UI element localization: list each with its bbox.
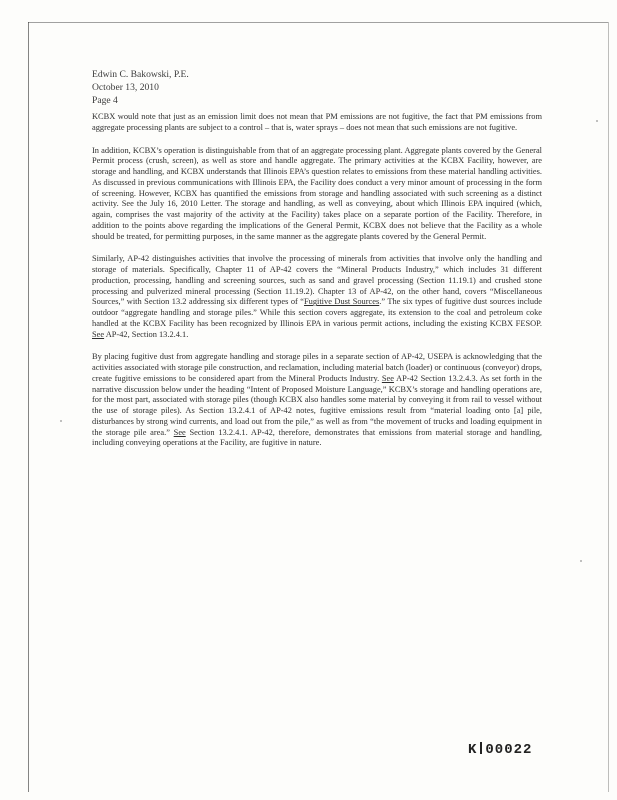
bates-stamp — [468, 742, 532, 758]
paragraph-4-text-c: Section 13.2.4.1. AP-42, therefore, demonstrates that emissions from material storage and handling, including conveying operations at the Facility, are fugitive in nature. — [92, 427, 542, 448]
paragraph-3 — [92, 254, 542, 340]
paragraph-4 — [92, 352, 542, 449]
bates-bar — [480, 742, 482, 754]
paragraph-1: KCBX would note that just as an emission limit does not mean that PM emissions are not fugitive, the fact that PM emissions from aggregate processing plants are subject to a control – that is, water sprays – does not mean that such emissions are not fugitive. — [92, 112, 542, 132]
recipient-name: Edwin C. Bakowski, P.E. — [92, 69, 189, 80]
paragraph-4-text-a: By placing fugitive dust from aggregate handling and storage piles in a separate section of AP-42, USEPA is acknowledging that the activities associated with storage pile construction, and reclamation, including material batch (loader) or continuous (conveyor) drops, create fugitive emissions to be considered apart from the Mineral Products Industry. — [92, 352, 542, 383]
fugitive-dust-sources-underlined: Fugitive Dust Sources — [304, 297, 380, 307]
see-citation: See — [381, 373, 394, 383]
paragraph-2: In addition, KCBX’s operation is distinguishable from that of an aggregate processing plant. Aggregate plants covered by the General Permit process (crush, screen), as well as store and handle aggregate. The primary activities at the KCBX Facility, however, are storage and handling, and KCBX understands that Illinois EPA’s question relates to emissions from these material handling activities. As discussed in previous communications with Illinois EPA, the Facility does conduct a very minor amount of processing in the form of screening. However, KCBX has quantified the emissions from storage and handling associated with such screening as a distinct activity. See the July 16, 2010 Letter. The storage and handling, as well as conveying, about which Illinois EPA inquired (which, again, comprises the vast majority of the activity at the Facility) takes place on a separate portion of the Facility. Therefore, in addition to the points above regarding the implications of the General Permit, KCBX does not believe that the Facility as a whole should be treated, for permitting purposes, in the same manner as the aggregate plants covered by the General Permit. — [92, 145, 542, 241]
scan-edge-left — [28, 22, 29, 792]
scan-edge-right — [608, 22, 609, 792]
see-citation: See — [173, 427, 186, 437]
paragraph-4-text-b: AP-42 Section 13.2.4.3. As set forth in the narrative discussion below under the heading “Intent of Proposed Moisture Language,” KCBX’s storage and handling operations are, for the most part, associated with storage piles (though KCBX also handles some material by conveying it from rail to vessel without the use of storage piles). As Section 13.2.4.1 of AP-42 notes, fugitive emissions result from “material loading onto [a] pile, disturbances by strong wind currents, and load out from the pile,” as well as from “the movement of trucks and loading equipment in the storage pile area.” — [92, 373, 542, 437]
paragraph-3-text-c: AP-42, Section 13.2.4.1. — [104, 329, 189, 339]
scan-speck — [580, 560, 582, 562]
page-number: Page 4 — [92, 95, 118, 106]
paragraph-3-text-b: .” The six types of fugitive dust sources include outdoor “aggregate handling and storage piles.” While this section covers aggregate, its extension to the coal and petroleum coke handled at the KCBX Facility has been recognized by Illinois EPA in various permit actions, including the existing KCBX FESOP. — [92, 297, 542, 328]
bates-prefix: K — [468, 742, 478, 758]
see-citation: See — [92, 329, 105, 339]
letter-date: October 13, 2010 — [92, 82, 159, 93]
paragraph-3-text-a: Similarly, AP-42 distinguishes activities that involve the processing of minerals from activities that involve only the handling and storage of materials. Specifically, Chapter 11 of AP-42 covers the “Mineral Products Industry,” which includes 31 different production, processing, handling and screening sources, such as sand and gravel processing (Section 11.19.1) and crushed stone processing and pulverized mineral processing (Section 11.19.2). Chapter 13 of AP-42, on the other hand, covers “Miscellaneous Sources,” with Section 13.2 addressing six different types of “ — [92, 254, 542, 307]
letter-body — [92, 112, 542, 461]
letter-header — [92, 68, 189, 107]
bates-number: 00022 — [485, 742, 533, 758]
scan-edge-top — [28, 22, 608, 23]
scan-speck — [596, 120, 598, 122]
scan-speck — [60, 420, 62, 422]
